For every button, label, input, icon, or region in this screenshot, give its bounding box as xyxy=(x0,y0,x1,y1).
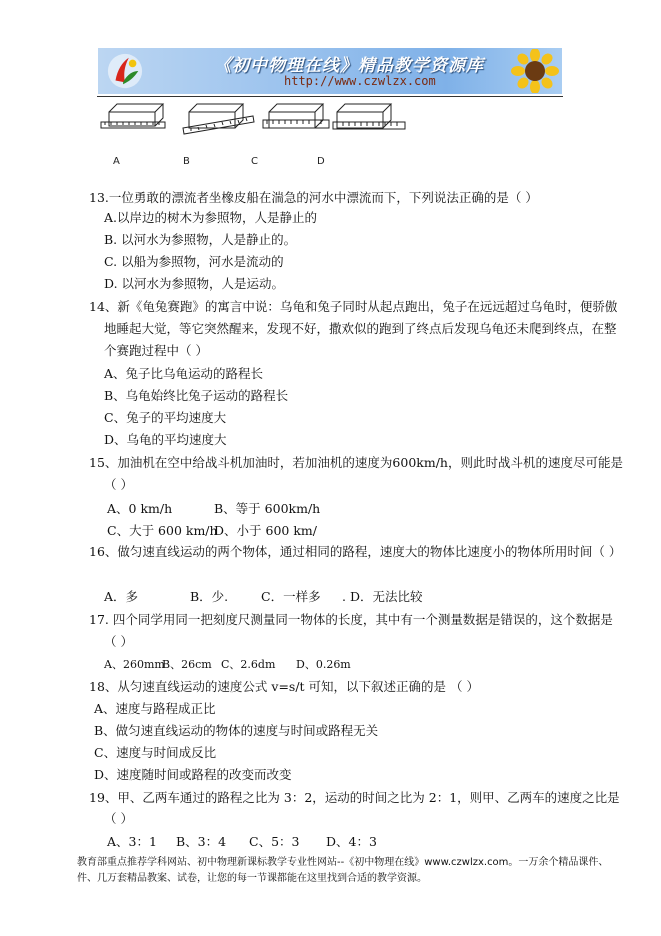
q14-option-b: B、乌龟始终比兔子运动的路程长 xyxy=(104,388,289,403)
figure-c-block-ruler xyxy=(263,104,329,128)
q13-option-b: B. 以河水为参照物，人是静止的。 xyxy=(104,232,297,247)
q16-option-a: A．多 xyxy=(104,589,139,604)
site-title: 《初中物理在线》精品教学资源库 xyxy=(214,56,484,76)
q19-stem-line-2: （ ） xyxy=(104,811,133,826)
header-divider xyxy=(97,96,563,97)
q18-stem: 18、从匀速直线运动的速度公式 v=s/t 可知，以下叙述正确的是 （ ） xyxy=(89,679,479,694)
q18-option-b: B、做匀速直线运动的物体的速度与时间或路程无关 xyxy=(94,723,379,738)
figure-label-a: A xyxy=(113,156,120,167)
figure-label-c: C xyxy=(251,156,258,167)
q19-option-c: C、5：3 xyxy=(249,834,300,849)
q16-option-c: C．一样多 xyxy=(261,589,321,604)
q14-stem-line-2: 地睡起大觉，等它突然醒来，发现不好，撒欢似的跑到了终点后发现乌龟还未爬到终点，在整 xyxy=(104,321,617,336)
ruler-measurement-figure xyxy=(97,98,417,170)
q14-stem-line-3: 个赛跑过程中（ ） xyxy=(104,343,208,358)
q16-option-b: B．少. xyxy=(190,589,229,604)
q19-option-b: B、3：4 xyxy=(176,834,227,849)
figure-label-b: B xyxy=(183,156,190,167)
q14-option-d: D、乌龟的平均速度大 xyxy=(104,432,227,447)
q13-option-d: D. 以河水为参照物，人是运动。 xyxy=(104,276,285,291)
q15-stem-line-1: 15、加油机在空中给战斗机加油时，若加油机的速度为600km/h，则此时战斗机的速度尽可能是 xyxy=(89,455,623,470)
site-url[interactable]: http://www.czwlzx.com xyxy=(284,74,436,88)
q14-option-a: A、兔子比乌龟运动的路程长 xyxy=(104,366,264,381)
q17-stem-line-2: （ ） xyxy=(104,634,133,649)
q15-stem-line-2: （ ） xyxy=(104,477,133,492)
figure-d-block-ruler xyxy=(333,104,405,129)
q19-option-a: A、3：1 xyxy=(107,834,157,849)
q13-option-c: C. 以船为参照物，河水是流动的 xyxy=(104,254,284,269)
q14-option-c: C、兔子的平均速度大 xyxy=(104,410,227,425)
footer-line-2: 件、几万套精品教案、试卷，让您的每一节课都能在这里找到合适的教学资源。 xyxy=(77,873,427,884)
site-logo-icon xyxy=(106,52,144,90)
q19-option-d: D、4：3 xyxy=(326,834,377,849)
q17-option-d: D、0.26m xyxy=(296,658,351,671)
q15-option-a: A、0 km/h xyxy=(107,501,173,516)
q15-option-d: D、小于 600 km/ xyxy=(214,523,317,538)
q15-option-b: B、等于 600km/h xyxy=(214,501,321,516)
q13-stem: 13.一位勇敢的漂流者坐橡皮船在湍急的河水中漂流而下，下列说法正确的是（ ） xyxy=(89,190,538,205)
footer-line-1: 教育部重点推荐学科网站、初中物理新课标教学专业性网站--《初中物理在线》www.czwlzx.com。一万余个精品课件、 xyxy=(77,857,609,868)
q18-option-a: A、速度与路程成正比 xyxy=(94,701,216,716)
q14-stem-line-1: 14、新《龟兔赛跑》的寓言中说：乌龟和兔子同时从起点跑出，兔子在远远超过乌龟时，便骄傲 xyxy=(89,299,618,314)
sunflower-icon xyxy=(510,49,560,93)
q18-option-c: C、速度与时间成反比 xyxy=(94,745,217,760)
header-banner xyxy=(98,48,562,94)
figure-b-block-ruler xyxy=(183,104,254,134)
q17-stem-line-1: 17. 四个同学用同一把刻度尺测量同一物体的长度，其中有一个测量数据是错误的，这个数据是 xyxy=(89,612,613,627)
figure-label-d: D xyxy=(317,156,325,167)
q16-stem: 16、做匀速直线运动的两个物体，通过相同的路程，速度大的物体比速度小的物体所用时间（ ） xyxy=(89,544,622,559)
q13-option-a: A.以岸边的树木为参照物，人是静止的 xyxy=(104,210,318,225)
q16-option-d: . D．无法比较 xyxy=(342,589,423,604)
q19-stem-line-1: 19、甲、乙两车通过的路程之比为 3：2，运动的时间之比为 2：1，则甲、乙两车的速度之比是 xyxy=(89,790,620,805)
q17-option-c: C、2.6dm xyxy=(221,658,276,671)
q18-option-d: D、速度随时间或路程的改变而改变 xyxy=(94,767,292,782)
q17-option-a: A、260mm xyxy=(104,658,165,671)
figure-a-block-ruler xyxy=(101,104,165,128)
q15-option-c: C、大于 600 km/h xyxy=(107,523,218,538)
q17-option-b: B、26cm xyxy=(162,658,212,671)
